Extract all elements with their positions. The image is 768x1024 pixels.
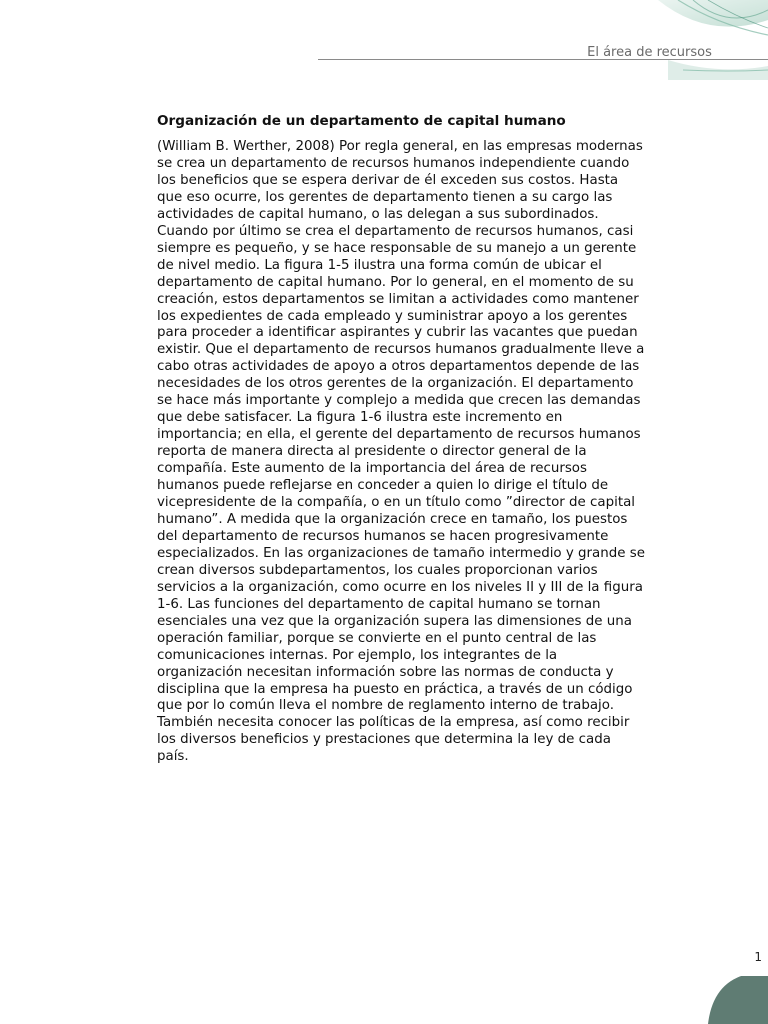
body-line: los expedientes de cada empleado y suministrar apoyo a los gerentes xyxy=(157,308,628,324)
body-line: se crea un departamento de recursos humanos independiente cuando xyxy=(157,155,630,171)
body-line: servicios a la organización, como ocurre en los niveles II y III de la figura xyxy=(157,579,643,595)
body-line: del departamento de recursos humanos se hacen progresivamente xyxy=(157,528,609,544)
body-line: cabo otras actividades de apoyo a otros departamentos depende de las xyxy=(157,359,640,375)
body-line: comunicaciones internas. Por ejemplo, los integrantes de la xyxy=(157,647,558,663)
article-content xyxy=(157,111,677,766)
body-line: operación familiar, porque se convierte en el punto central de las xyxy=(157,630,597,646)
body-line: que debe satisfacer. La figura 1-6 ilustra este incremento en xyxy=(157,410,563,426)
body-line: Cuando por último se crea el departamento de recursos humanos, casi xyxy=(157,223,634,239)
body-line: actividades de capital humano, o las delegan a sus subordinados. xyxy=(157,206,599,222)
body-line: (William B. Werther, 2008) Por regla general, en las empresas modernas xyxy=(157,139,643,154)
body-line: departamento de capital humano. Por lo general, en el momento de su xyxy=(157,274,634,290)
body-line: existir. Que el departamento de recursos humanos gradualmente lleve a xyxy=(157,342,645,358)
page-number: 1 xyxy=(754,950,762,964)
body-line: crean diversos subdepartamentos, los cuales proporcionan varios xyxy=(157,562,598,578)
body-line: que por lo común lleva el nombre de reglamento interno de trabajo. xyxy=(157,698,614,714)
body-line: reporta de manera directa al presidente o director general de la xyxy=(157,444,587,460)
body-line: 1-6. Las funciones del departamento de capital humano se tornan xyxy=(157,596,601,612)
body-line: También necesita conocer las políticas de la empresa, así como recibir xyxy=(157,715,630,731)
body-line: país. xyxy=(157,749,189,765)
body-line: los beneficios que se espera derivar de él exceden sus costos. Hasta xyxy=(157,172,619,188)
body-line: los diversos beneficios y prestaciones que determina la ley de cada xyxy=(157,732,611,748)
corner-decoration xyxy=(648,0,768,80)
body-line: especializados. En las organizaciones de tamaño intermedio y grande se xyxy=(157,545,645,561)
body-line: compañía. Este aumento de la importancia del área de recursos xyxy=(157,461,587,477)
body-line: importancia; en ella, el gerente del departamento de recursos humanos xyxy=(157,427,641,443)
body-line: que eso ocurre, los gerentes de departamento tienen a su cargo las xyxy=(157,189,613,205)
body-line: disciplina que la empresa ha puesto en práctica, a través de un código xyxy=(157,681,633,697)
body-line: para proceder a identificar aspirantes y cubrir las vacantes que puedan xyxy=(157,325,638,341)
body-line: humano”. A medida que la organización crece en tamaño, los puestos xyxy=(157,511,628,527)
running-header-title: El área de recursos xyxy=(587,45,716,60)
body-line: de nivel medio. La figura 1-5 ilustra una forma común de ubicar el xyxy=(157,257,602,273)
section-heading: Organización de un departamento de capital humano xyxy=(157,113,566,129)
body-line: humanos puede reflejarse en conceder a quien lo dirige el título de xyxy=(157,478,609,494)
body-line: creación, estos departamentos se limitan a actividades como mantener xyxy=(157,291,639,307)
body-line: vicepresidente de la compañía, o en un título como ”director de capital xyxy=(157,495,635,511)
body-line: siempre es pequeño, y se hace responsable de su manejo a un gerente xyxy=(157,240,637,256)
body-line: se hace más importante y complejo a medida que crecen las demandas xyxy=(157,393,641,409)
body-paragraph xyxy=(157,139,677,766)
body-line: esenciales una vez que la organización supera las dimensiones de una xyxy=(157,613,632,629)
body-line: organización necesitan información sobre las normas de conducta y xyxy=(157,664,614,680)
body-line: necesidades de los otros gerentes de la organización. El departamento xyxy=(157,376,634,392)
